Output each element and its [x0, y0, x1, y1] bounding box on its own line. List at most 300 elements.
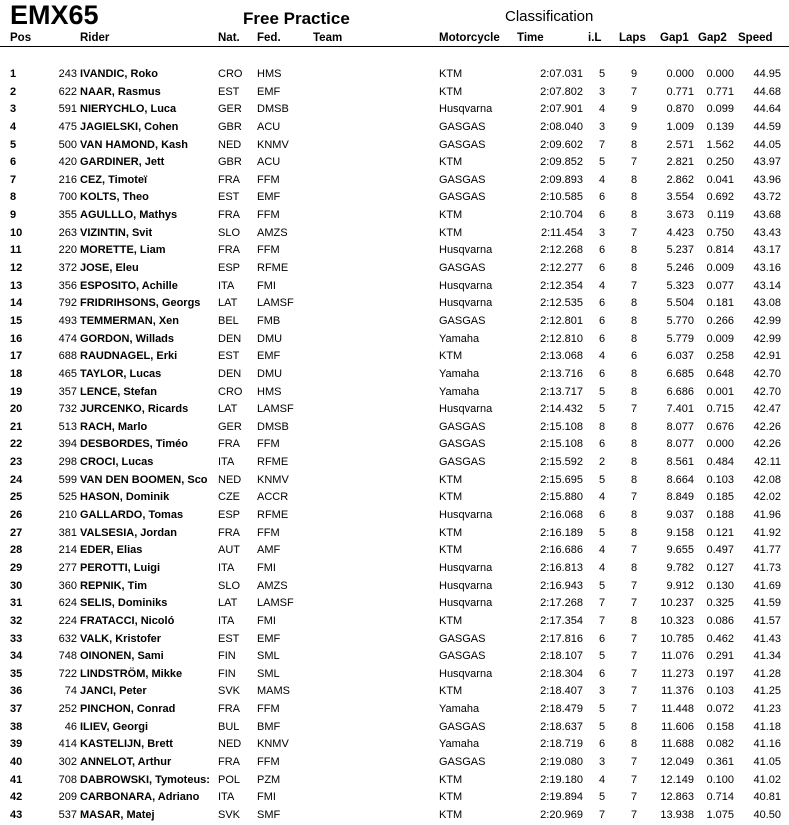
gap1: 5.246 [666, 262, 694, 275]
motorcycle: Husqvarna [439, 561, 493, 574]
laps: 8 [631, 209, 638, 222]
rider-name: ANNELOT, Arthur [80, 755, 172, 768]
rider-number: 214 [58, 544, 77, 557]
gap2: 0.000 [706, 438, 734, 451]
best-time: 2:18.107 [540, 650, 583, 663]
gap1: 9.037 [666, 509, 694, 522]
rider-name: TAYLOR, Lucas [80, 367, 162, 380]
gap1: 1.009 [666, 120, 694, 133]
best-lap: 7 [599, 597, 606, 610]
laps: 7 [631, 773, 638, 786]
laps: 8 [631, 262, 638, 275]
motorcycle: GASGAS [439, 650, 486, 663]
table-row [0, 666, 789, 684]
nationality: FRA [218, 526, 240, 539]
federation: AMZS [257, 579, 288, 592]
nationality: EST [218, 191, 240, 204]
nationality: GER [218, 420, 242, 433]
gap1: 8.561 [666, 456, 694, 469]
speed: 43.08 [753, 297, 781, 310]
motorcycle: Husqvarna [439, 244, 493, 257]
federation: FMI [257, 614, 276, 627]
gap1: 7.401 [666, 403, 694, 416]
gap1: 10.785 [660, 632, 694, 645]
gap2: 0.676 [706, 420, 734, 433]
motorcycle: Husqvarna [439, 597, 493, 610]
motorcycle: KTM [439, 773, 463, 786]
position: 8 [10, 191, 17, 204]
rider-number: 277 [58, 561, 77, 574]
rider-number: 474 [58, 332, 77, 345]
laps: 7 [631, 808, 638, 821]
table-row [0, 683, 789, 701]
best-lap: 6 [599, 262, 606, 275]
laps: 9 [631, 120, 638, 133]
table-row [0, 736, 789, 754]
gap1: 13.938 [660, 808, 694, 821]
motorcycle: Husqvarna [439, 509, 493, 522]
nationality: FRA [218, 244, 240, 257]
gap1: 2.571 [666, 138, 694, 151]
table-row [0, 507, 789, 525]
best-lap: 4 [599, 491, 606, 504]
gap2: 0.771 [706, 85, 734, 98]
col-speed: Speed [738, 32, 773, 44]
rider-number: 210 [58, 509, 77, 522]
rider-number: 624 [58, 597, 77, 610]
laps: 8 [631, 314, 638, 327]
gap2: 0.103 [706, 685, 734, 698]
table-row [0, 789, 789, 807]
rider-number: 708 [58, 773, 77, 786]
rider-name: JANCI, Peter [80, 685, 147, 698]
motorcycle: Husqvarna [439, 297, 493, 310]
gap2: 0.250 [706, 156, 734, 169]
best-time: 2:08.040 [540, 120, 583, 133]
laps: 8 [631, 561, 638, 574]
federation: PZM [257, 773, 281, 786]
col-fed: Fed. [257, 32, 281, 44]
speed: 40.81 [753, 791, 781, 804]
speed: 44.59 [753, 120, 781, 133]
gap1: 11.273 [661, 667, 694, 680]
gap2: 1.075 [706, 808, 734, 821]
nationality: CZE [218, 491, 240, 504]
best-lap: 6 [599, 244, 606, 257]
best-lap: 6 [599, 509, 606, 522]
best-time: 2:15.108 [540, 420, 583, 433]
table-row [0, 401, 789, 419]
nationality: FRA [218, 703, 240, 716]
position: 38 [10, 720, 23, 733]
motorcycle: GASGAS [439, 191, 486, 204]
table-row [0, 207, 789, 225]
speed: 43.14 [753, 279, 781, 292]
gap1: 2.862 [666, 173, 694, 186]
best-lap: 5 [599, 68, 606, 80]
best-time: 2:14.432 [540, 403, 583, 416]
rider-number: 465 [58, 367, 77, 380]
nationality: GBR [218, 120, 242, 133]
best-time: 2:12.268 [540, 244, 583, 257]
laps: 7 [631, 85, 638, 98]
laps: 6 [631, 350, 638, 363]
best-time: 2:18.719 [540, 738, 583, 751]
best-time: 2:16.068 [540, 509, 583, 522]
position: 39 [10, 738, 23, 751]
gap2: 0.484 [706, 456, 734, 469]
best-lap: 6 [599, 367, 606, 380]
best-time: 2:17.268 [540, 597, 583, 610]
rider-number: 420 [58, 156, 77, 169]
rider-name: TEMMERMAN, Xen [80, 314, 179, 327]
laps: 8 [631, 438, 638, 451]
table-row [0, 719, 789, 737]
federation: ACCR [257, 491, 289, 504]
rider-name: AGULLLO, Mathys [80, 209, 178, 222]
laps: 8 [631, 173, 638, 186]
gap2: 0.001 [706, 385, 734, 398]
nationality: NED [218, 138, 242, 151]
gap1: 9.782 [666, 561, 694, 574]
best-lap: 7 [599, 808, 606, 821]
position: 6 [10, 156, 17, 169]
speed: 43.43 [753, 226, 781, 239]
best-time: 2:15.592 [540, 456, 583, 469]
best-time: 2:09.852 [540, 156, 583, 169]
laps: 7 [631, 403, 638, 416]
col-laps: Laps [619, 32, 646, 44]
best-time: 2:09.893 [540, 173, 583, 186]
gap1: 11.376 [661, 685, 694, 698]
gap1: 0.771 [666, 85, 694, 98]
motorcycle: KTM [439, 526, 463, 539]
gap2: 0.197 [706, 667, 734, 680]
motorcycle: Yamaha [439, 738, 480, 751]
gap1: 0.000 [666, 68, 694, 80]
speed: 41.25 [753, 685, 781, 698]
position: 18 [10, 367, 23, 380]
nationality: LAT [218, 403, 238, 416]
table-header [0, 30, 789, 47]
gap1: 11.448 [661, 703, 694, 716]
gap2: 0.325 [706, 597, 734, 610]
nationality: ITA [218, 791, 235, 804]
table-row [0, 154, 789, 172]
nationality: SVK [218, 685, 241, 698]
gap1: 11.076 [661, 650, 694, 663]
gap2: 0.127 [706, 561, 734, 574]
rider-name: OINONEN, Sami [80, 650, 164, 663]
table-row [0, 454, 789, 472]
motorcycle: KTM [439, 544, 463, 557]
federation: KNMV [257, 138, 289, 151]
speed: 41.34 [753, 650, 781, 663]
rider-name: REPNIK, Tim [80, 579, 148, 592]
motorcycle: KTM [439, 491, 463, 504]
speed: 44.68 [753, 85, 781, 98]
position: 24 [10, 473, 23, 486]
rider-name: RACH, Marlo [80, 420, 148, 433]
speed: 41.16 [753, 738, 781, 751]
best-time: 2:17.354 [540, 614, 583, 627]
nationality: ESP [218, 509, 241, 522]
federation: HMS [257, 385, 282, 398]
laps: 7 [631, 650, 638, 663]
nationality: BUL [218, 720, 240, 733]
rider-name: HASON, Dominik [80, 491, 170, 504]
table-row [0, 242, 789, 260]
federation: LAMSF [257, 403, 294, 416]
best-lap: 5 [599, 579, 606, 592]
rider-name: CEZ, Timoteï [80, 173, 148, 186]
rider-number: 688 [58, 350, 77, 363]
laps: 8 [631, 385, 638, 398]
best-lap: 5 [599, 156, 606, 169]
table-row [0, 701, 789, 719]
best-time: 2:13.068 [540, 350, 583, 363]
position: 42 [10, 791, 23, 804]
col-motorcycle: Motorcycle [439, 32, 500, 44]
rider-number: 209 [58, 791, 77, 804]
speed: 41.73 [753, 561, 781, 574]
gap2: 0.100 [706, 773, 734, 786]
federation: BMF [257, 720, 281, 733]
gap2: 0.266 [706, 314, 734, 327]
federation: KNMV [257, 473, 289, 486]
rider-name: IVANDIC, Roko [80, 68, 159, 80]
motorcycle: KTM [439, 209, 463, 222]
speed: 44.64 [753, 103, 781, 116]
rider-name: VALSESIA, Jordan [80, 526, 177, 539]
speed: 42.70 [753, 385, 781, 398]
motorcycle: KTM [439, 614, 463, 627]
rider-number: 722 [58, 667, 77, 680]
speed: 43.96 [753, 173, 781, 186]
motorcycle: GASGAS [439, 720, 486, 733]
best-time: 2:13.716 [540, 367, 583, 380]
laps: 8 [631, 720, 638, 733]
nationality: LAT [218, 297, 238, 310]
best-lap: 4 [599, 279, 606, 292]
federation: FFM [257, 703, 280, 716]
rider-name: JAGIELSKI, Cohen [80, 120, 179, 133]
table-row [0, 648, 789, 666]
position: 17 [10, 350, 23, 363]
position: 4 [10, 120, 17, 133]
best-time: 2:16.813 [540, 561, 583, 574]
rider-name: GORDON, Willads [80, 332, 175, 345]
rider-number: 216 [58, 173, 77, 186]
rider-number: 493 [58, 314, 77, 327]
position: 9 [10, 209, 17, 222]
motorcycle: GASGAS [439, 173, 486, 186]
rider-name: GARDINER, Jett [80, 156, 165, 169]
position: 20 [10, 403, 23, 416]
position: 3 [10, 103, 17, 116]
motorcycle: Yamaha [439, 367, 480, 380]
rider-name: VIZINTIN, Svit [80, 226, 153, 239]
table-row [0, 384, 789, 402]
rider-name: FRATACCI, Nicoló [80, 614, 175, 627]
laps: 8 [631, 297, 638, 310]
rider-name: VAN DEN BOOMEN, Sco [80, 473, 208, 486]
speed: 41.69 [753, 579, 781, 592]
best-lap: 6 [599, 632, 606, 645]
best-time: 2:18.637 [540, 720, 583, 733]
federation: DMSB [257, 103, 289, 116]
motorcycle: GASGAS [439, 120, 486, 133]
rider-name: MORETTE, Liam [80, 244, 166, 257]
federation: AMZS [257, 226, 288, 239]
nationality: POL [218, 773, 241, 786]
federation: SML [257, 650, 280, 663]
best-lap: 2 [599, 456, 606, 469]
col-il: i.L [588, 32, 602, 44]
motorcycle: Husqvarna [439, 579, 493, 592]
laps: 8 [631, 332, 638, 345]
nationality: DEN [218, 367, 242, 380]
gap1: 5.779 [666, 332, 694, 345]
rider-number: 748 [58, 650, 77, 663]
rider-number: 500 [58, 138, 77, 151]
laps: 7 [631, 791, 638, 804]
nationality: FRA [218, 173, 240, 186]
speed: 40.50 [753, 808, 781, 821]
rider-number: 381 [58, 526, 77, 539]
best-lap: 3 [599, 685, 606, 698]
best-time: 2:12.354 [540, 279, 583, 292]
position: 7 [10, 173, 17, 186]
best-time: 2:11.454 [540, 226, 583, 239]
col-rider: Rider [80, 32, 110, 44]
gap1: 6.037 [666, 350, 694, 363]
federation: LAMSF [257, 297, 294, 310]
best-lap: 5 [599, 385, 606, 398]
best-lap: 6 [599, 314, 606, 327]
gap1: 6.685 [666, 367, 694, 380]
best-time: 2:19.180 [540, 773, 583, 786]
federation: DMSB [257, 420, 289, 433]
gap2: 0.497 [706, 544, 734, 557]
rider-number: 513 [58, 420, 77, 433]
table-row [0, 101, 789, 119]
gap1: 3.673 [666, 209, 694, 222]
nationality: NED [218, 473, 242, 486]
table-row [0, 595, 789, 613]
best-time: 2:16.686 [540, 544, 583, 557]
gap1: 2.821 [666, 156, 694, 169]
federation: FFM [257, 526, 280, 539]
position: 32 [10, 614, 23, 627]
motorcycle: GASGAS [439, 314, 486, 327]
rider-name: NAAR, Rasmus [80, 85, 161, 98]
rider-number: 475 [58, 120, 77, 133]
federation: ACU [257, 156, 281, 169]
motorcycle: KTM [439, 156, 463, 169]
motorcycle: Husqvarna [439, 667, 493, 680]
best-time: 2:09.602 [540, 138, 583, 151]
laps: 7 [631, 667, 638, 680]
federation: FFM [257, 244, 280, 257]
table-row [0, 578, 789, 596]
federation: FMI [257, 791, 276, 804]
table-row [0, 278, 789, 296]
gap2: 0.130 [706, 579, 734, 592]
best-time: 2:12.810 [540, 332, 583, 345]
position: 41 [10, 773, 23, 786]
laps: 8 [631, 526, 638, 539]
speed: 42.91 [753, 350, 781, 363]
position: 12 [10, 262, 23, 275]
speed: 43.72 [753, 191, 781, 204]
gap2: 0.715 [706, 403, 734, 416]
table-row [0, 560, 789, 578]
rider-number: 355 [58, 209, 77, 222]
best-time: 2:07.901 [540, 103, 583, 116]
best-time: 2:15.695 [540, 473, 583, 486]
gap1: 8.077 [666, 438, 694, 451]
rider-number: 372 [58, 262, 77, 275]
gap1: 8.849 [666, 491, 694, 504]
motorcycle: KTM [439, 350, 463, 363]
rider-number: 394 [58, 438, 77, 451]
nationality: ITA [218, 561, 235, 574]
best-lap: 5 [599, 720, 606, 733]
best-time: 2:12.801 [540, 314, 583, 327]
laps: 7 [631, 703, 638, 716]
table-row [0, 419, 789, 437]
motorcycle: KTM [439, 473, 463, 486]
table-row [0, 313, 789, 331]
position: 1 [10, 68, 17, 80]
laps: 9 [631, 103, 638, 116]
federation: LAMSF [257, 597, 294, 610]
best-lap: 3 [599, 755, 606, 768]
position: 19 [10, 385, 23, 398]
laps: 7 [631, 491, 638, 504]
motorcycle: GASGAS [439, 138, 486, 151]
best-lap: 5 [599, 791, 606, 804]
rider-name: LINDSTRÖM, Mikke [80, 667, 183, 680]
nationality: LAT [218, 597, 238, 610]
federation: FFM [257, 209, 280, 222]
nationality: EST [218, 632, 240, 645]
speed: 41.05 [753, 755, 781, 768]
rider-number: 220 [58, 244, 77, 257]
rider-number: 46 [64, 720, 77, 733]
best-lap: 5 [599, 650, 606, 663]
speed: 41.02 [753, 773, 781, 786]
federation: SML [257, 667, 280, 680]
gap2: 1.562 [706, 138, 734, 151]
position: 15 [10, 314, 23, 327]
motorcycle: KTM [439, 685, 463, 698]
table-row [0, 119, 789, 137]
laps: 8 [631, 473, 638, 486]
speed: 41.96 [753, 509, 781, 522]
federation: EMF [257, 632, 281, 645]
speed: 42.08 [753, 473, 781, 486]
best-lap: 3 [599, 120, 606, 133]
position: 33 [10, 632, 23, 645]
gap2: 0.121 [706, 526, 734, 539]
federation: ACU [257, 120, 281, 133]
rider-name: DESBORDES, Timéo [80, 438, 188, 451]
laps: 8 [631, 138, 638, 151]
nationality: AUT [218, 544, 240, 557]
rider-number: 632 [58, 632, 77, 645]
